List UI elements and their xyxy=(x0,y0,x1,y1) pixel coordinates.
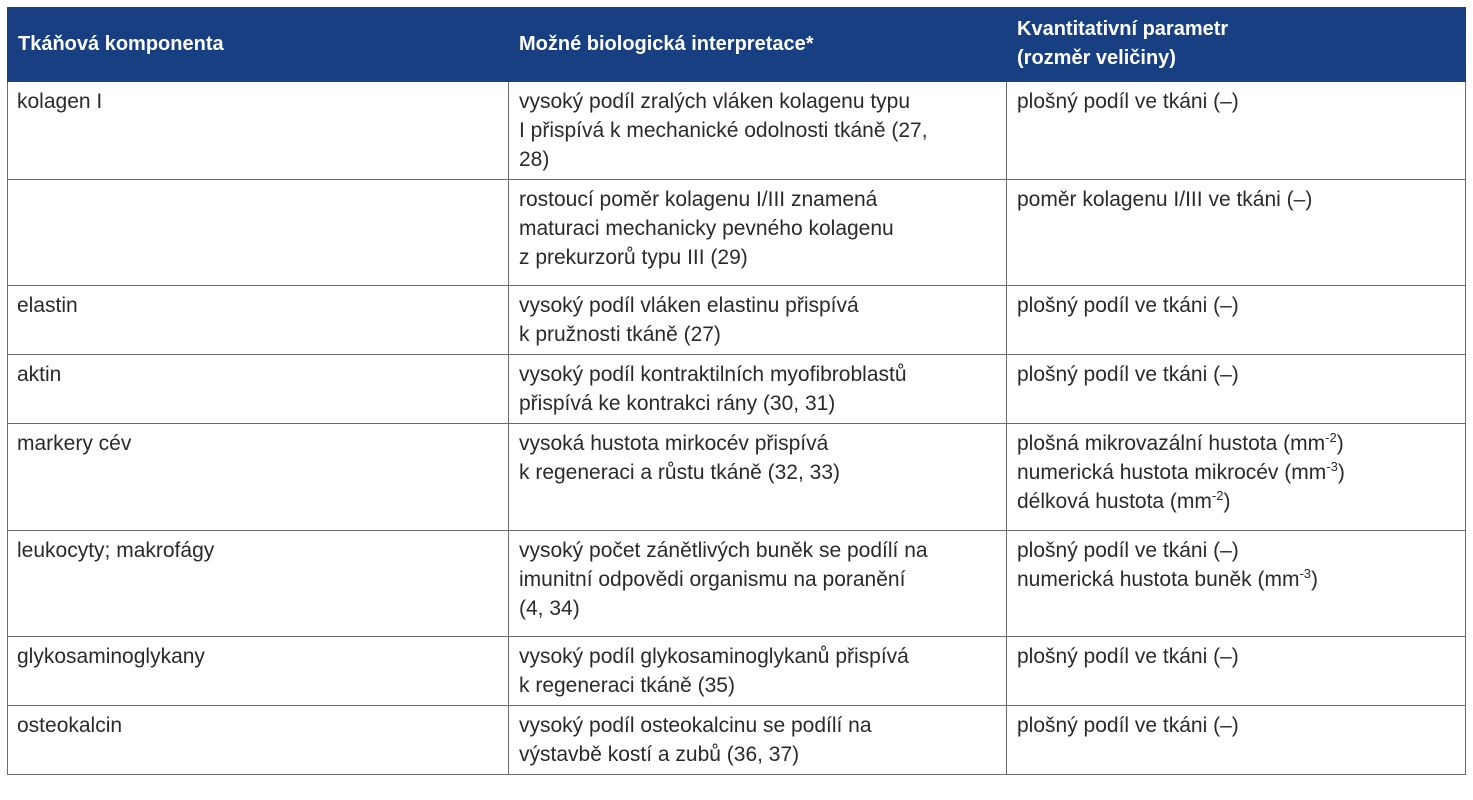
data-table-container xyxy=(7,7,1465,775)
table-row xyxy=(8,424,1466,531)
parameter-tail: ) xyxy=(1337,461,1345,484)
parameter-line xyxy=(1017,487,1455,516)
parameter-tail: ) xyxy=(1311,568,1319,591)
table-row xyxy=(8,531,1466,637)
cell-parameter: plošný podíl ve tkáni (–) xyxy=(1007,286,1466,355)
cell-component: aktin xyxy=(8,355,509,424)
parameter-line xyxy=(1017,536,1455,565)
table-header xyxy=(8,8,1466,82)
parameter-line xyxy=(1017,565,1455,594)
cell-interpretation: vysoký podíl zralých vláken kolagenu typu I přispívá k mechanické odolnosti tkáně (27, 28) xyxy=(509,82,1007,180)
cell-component: markery cév xyxy=(8,424,509,531)
cell-interpretation: rostoucí poměr kolagenu I/III znamená maturaci mechanicky pevného kolagenu z prekurzorů typu III (29) xyxy=(509,180,1007,286)
cell-component: leukocyty; makrofágy xyxy=(8,531,509,637)
cell-parameter xyxy=(1007,424,1466,531)
parameter-line xyxy=(1017,429,1455,458)
cell-component: kolagen I xyxy=(8,82,509,180)
cell-interpretation: vysoký podíl osteokalcinu se podílí na výstavbě kostí a zubů (36, 37) xyxy=(509,706,1007,775)
parameter-tail: ) xyxy=(1336,432,1344,455)
table-row xyxy=(8,82,1466,180)
cell-parameter: poměr kolagenu I/III ve tkáni (–) xyxy=(1007,180,1466,286)
unit-exponent: -2 xyxy=(1211,488,1224,503)
parameter-text: plošná mikrovazální hustota (mm xyxy=(1017,432,1326,455)
table-row xyxy=(8,706,1466,775)
header-parameter: Kvantitativní parametr (rozměr veličiny) xyxy=(1007,8,1466,82)
cell-parameter xyxy=(1007,531,1466,637)
cell-parameter: plošný podíl ve tkáni (–) xyxy=(1007,637,1466,706)
unit-exponent: -3 xyxy=(1326,459,1338,474)
cell-interpretation: vysoký podíl vláken elastinu přispívá k pružnosti tkáně (27) xyxy=(509,286,1007,355)
cell-interpretation: vysoký podíl kontraktilních myofibroblastů přispívá ke kontrakci rány (30, 31) xyxy=(509,355,1007,424)
table-row xyxy=(8,637,1466,706)
unit-exponent: -2 xyxy=(1325,430,1337,445)
parameter-tail: ) xyxy=(1223,490,1231,513)
table-body xyxy=(8,82,1466,775)
tissue-components-table xyxy=(7,7,1466,775)
cell-parameter: plošný podíl ve tkáni (–) xyxy=(1007,355,1466,424)
cell-component: osteokalcin xyxy=(8,706,509,775)
cell-interpretation: vysoký podíl glykosaminoglykanů přispívá k regeneraci tkáně (35) xyxy=(509,637,1007,706)
cell-parameter: plošný podíl ve tkáni (–) xyxy=(1007,706,1466,775)
parameter-text: délková hustota (mm xyxy=(1017,490,1212,513)
table-row xyxy=(8,180,1466,286)
cell-component: glykosaminoglykany xyxy=(8,637,509,706)
parameter-line xyxy=(1017,458,1455,487)
table-row xyxy=(8,286,1466,355)
parameter-text: numerická hustota mikrocév (mm xyxy=(1017,461,1327,484)
header-row xyxy=(8,8,1466,82)
cell-interpretation: vysoký počet zánětlivých buněk se podílí na imunitní odpovědi organismu na poranění (4, 34) xyxy=(509,531,1007,637)
parameter-text: numerická hustota buněk (mm xyxy=(1017,568,1300,591)
unit-exponent: -3 xyxy=(1299,566,1312,581)
cell-component: elastin xyxy=(8,286,509,355)
header-component: Tkáňová komponenta xyxy=(8,8,509,82)
header-interpretation: Možné biologická interpretace* xyxy=(509,8,1007,82)
table-row xyxy=(8,355,1466,424)
cell-parameter: plošný podíl ve tkáni (–) xyxy=(1007,82,1466,180)
cell-component xyxy=(8,180,509,286)
parameter-text: plošný podíl ve tkáni (–) xyxy=(1017,539,1239,562)
cell-interpretation: vysoká hustota mirkocév přispívá k regeneraci a růstu tkáně (32, 33) xyxy=(509,424,1007,531)
